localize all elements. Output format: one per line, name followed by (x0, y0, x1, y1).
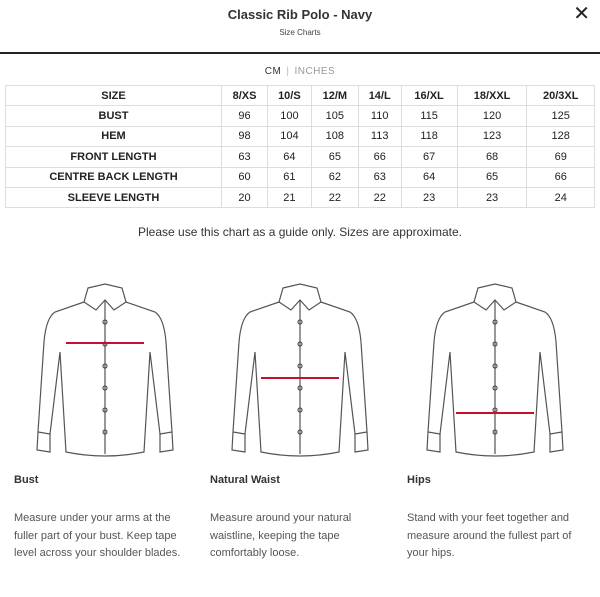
unit-cm-button[interactable]: CM (264, 66, 282, 77)
table-cell: 69 (527, 147, 595, 167)
row-label: FRONT LENGTH (6, 147, 222, 167)
table-cell: 123 (457, 126, 527, 146)
table-cell: 63 (358, 167, 401, 187)
size-header: 10/S (268, 86, 312, 106)
row-label: CENTRE BACK LENGTH (6, 167, 222, 187)
table-cell: 67 (401, 147, 457, 167)
table-cell: 22 (358, 187, 401, 207)
size-header: 12/M (311, 86, 358, 106)
table-cell: 68 (457, 147, 527, 167)
unit-toggle (0, 66, 600, 77)
table-cell: 62 (311, 167, 358, 187)
table-cell: 23 (401, 187, 457, 207)
table-row (6, 187, 595, 207)
table-cell: 98 (222, 126, 268, 146)
table-cell: 100 (268, 106, 312, 126)
page-title: Classic Rib Polo - Navy (227, 7, 373, 22)
table-row (6, 147, 595, 167)
guide-title-waist: Natural Waist (210, 474, 280, 486)
size-header: 18/XXL (457, 86, 527, 106)
table-cell: 113 (358, 126, 401, 146)
guide-text-hips: Stand with your feet together and measure around the fullest part of your hips. (407, 512, 572, 559)
table-cell: 22 (311, 187, 358, 207)
guide-text-bust: Measure under your arms at the fuller part of your bust. Keep tape level across your shoulder blades. (14, 512, 181, 559)
table-row (6, 167, 595, 187)
table-cell: 24 (527, 187, 595, 207)
unit-separator: | (286, 66, 290, 77)
guide-text-waist: Measure around your natural waistline, keeping the tape comfortably loose. (210, 512, 352, 559)
size-table (5, 85, 595, 208)
table-cell: 108 (311, 126, 358, 146)
row-label: HEM (6, 126, 222, 146)
table-cell: 66 (527, 167, 595, 187)
row-label: SLEEVE LENGTH (6, 187, 222, 207)
guide-title-hips: Hips (407, 474, 431, 486)
table-header-row (6, 86, 595, 106)
table-cell: 64 (268, 147, 312, 167)
close-icon[interactable]: ✕ (573, 3, 590, 25)
row-label: BUST (6, 106, 222, 126)
table-row (6, 106, 595, 126)
table-cell: 115 (401, 106, 457, 126)
table-cell: 23 (457, 187, 527, 207)
modal-header (0, 0, 600, 54)
table-cell: 61 (268, 167, 312, 187)
shirt-hips-illustration (400, 282, 590, 462)
table-row (6, 126, 595, 146)
table-cell: 128 (527, 126, 595, 146)
unit-inches-button[interactable]: INCHES (294, 66, 336, 77)
table-cell: 96 (222, 106, 268, 126)
table-cell: 125 (527, 106, 595, 126)
table-cell: 118 (401, 126, 457, 146)
table-cell: 63 (222, 147, 268, 167)
table-cell: 65 (311, 147, 358, 167)
table-cell: 66 (358, 147, 401, 167)
table-cell: 120 (457, 106, 527, 126)
table-cell: 60 (222, 167, 268, 187)
size-header: 16/XL (401, 86, 457, 106)
table-cell: 65 (457, 167, 527, 187)
table-header-label: SIZE (6, 86, 222, 106)
shirt-bust-illustration (10, 282, 200, 462)
chart-note: Please use this chart as a guide only. Sizes are approximate. (138, 225, 462, 239)
table-cell: 110 (358, 106, 401, 126)
size-header: 20/3XL (527, 86, 595, 106)
table-cell: 64 (401, 167, 457, 187)
table-cell: 21 (268, 187, 312, 207)
table-cell: 20 (222, 187, 268, 207)
shirt-waist-illustration (205, 282, 395, 462)
size-header: 14/L (358, 86, 401, 106)
table-cell: 104 (268, 126, 312, 146)
table-cell: 105 (311, 106, 358, 126)
guide-title-bust: Bust (14, 474, 39, 486)
page-subtitle: Size Charts (279, 28, 321, 37)
size-header: 8/XS (222, 86, 268, 106)
